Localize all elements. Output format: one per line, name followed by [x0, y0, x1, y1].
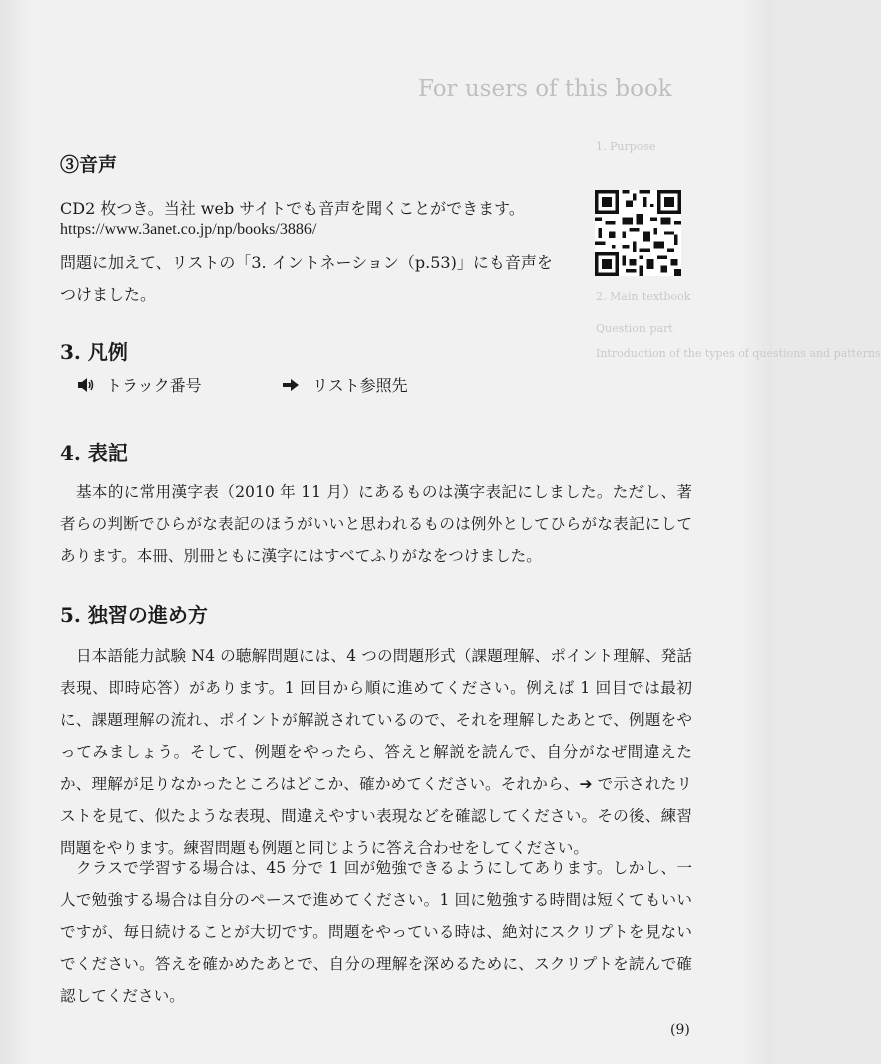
- bleed-through-line: Introduction of the types of questions and patterns: [596, 347, 881, 360]
- self-study-paragraph-1: 日本語能力試験 N4 の聴解問題には、4 つの問題形式（課題理解、ポイント理解、発話表現、即時応答）があります。1 回目から順に進めてください。例えば 1 回目では最初に、課題理解の流れ、ポイントが解説されているので、それを理解したあとで、例題をやってみましょう。そして、例題をやったら、答えと解説を読んで、自分がなぜ間違えたか、理解が足りなかったところはどこか、確かめてください。それから、➔ で示されたリストを見て、似たような表現、間違えやすい表現などを確認してください。その後、練習問題をやります。練習問題も例題と同じように答え合わせをしてください。: [60, 647, 692, 857]
- self-study-paragraph-2: クラスで学習する場合は、45 分で 1 回が勉強できるようにしてあります。しかし、一人で勉強する場合は自分のペースで進めてください。1 回に勉強する時間は短くてもいいですが、毎日続けることが大切です。問題をやっている時は、絶対にスクリプトを見ないでください。答えを確かめたあとで、自分の理解を深めるために、スクリプトを読んで確認してください。: [60, 859, 692, 1005]
- audio-line-3: つけました。: [60, 285, 157, 304]
- audio-line-2: 問題に加えて、リストの「3. イントネーション（p.53)」にも音声を: [60, 253, 553, 272]
- bleed-through-line: 1. Purpose: [596, 140, 656, 153]
- audio-heading: ③音声: [60, 154, 118, 176]
- notation-paragraph: 基本的に常用漢字表（2010 年 11 月）にあるものは漢字表記にしました。ただし、著者らの判断でひらがな表記のほうがいいと思われるものは例外としてひらがな表記にしてあります。本冊、別冊ともに漢字にはすべてふりがなをつけました。: [60, 483, 692, 565]
- legend-item-list: [282, 373, 408, 396]
- track-number-label: トラック番号: [106, 376, 202, 395]
- legend-heading: 3. 凡例: [60, 340, 128, 364]
- audio-line-1: CD2 枚つき。当社 web サイトでも音声を聞くことができます。: [60, 199, 525, 218]
- speaker-icon: [76, 376, 94, 394]
- page-number: (9): [670, 1022, 690, 1038]
- legend-item-track: [76, 373, 202, 396]
- bleed-through-line: 2. Main textbook: [596, 290, 691, 303]
- qr-code-icon[interactable]: [592, 190, 684, 276]
- bleed-through-line: Question part: [596, 322, 673, 335]
- list-reference-label: リスト参照先: [312, 376, 408, 395]
- audio-url-link[interactable]: https://www.3anet.co.jp/np/books/3886/: [60, 221, 317, 238]
- notation-heading: 4. 表記: [60, 441, 128, 465]
- right-arrow-icon: [282, 376, 300, 394]
- self-study-heading: 5. 独習の進め方: [60, 603, 208, 627]
- bleed-through-title: For users of this book: [418, 76, 672, 102]
